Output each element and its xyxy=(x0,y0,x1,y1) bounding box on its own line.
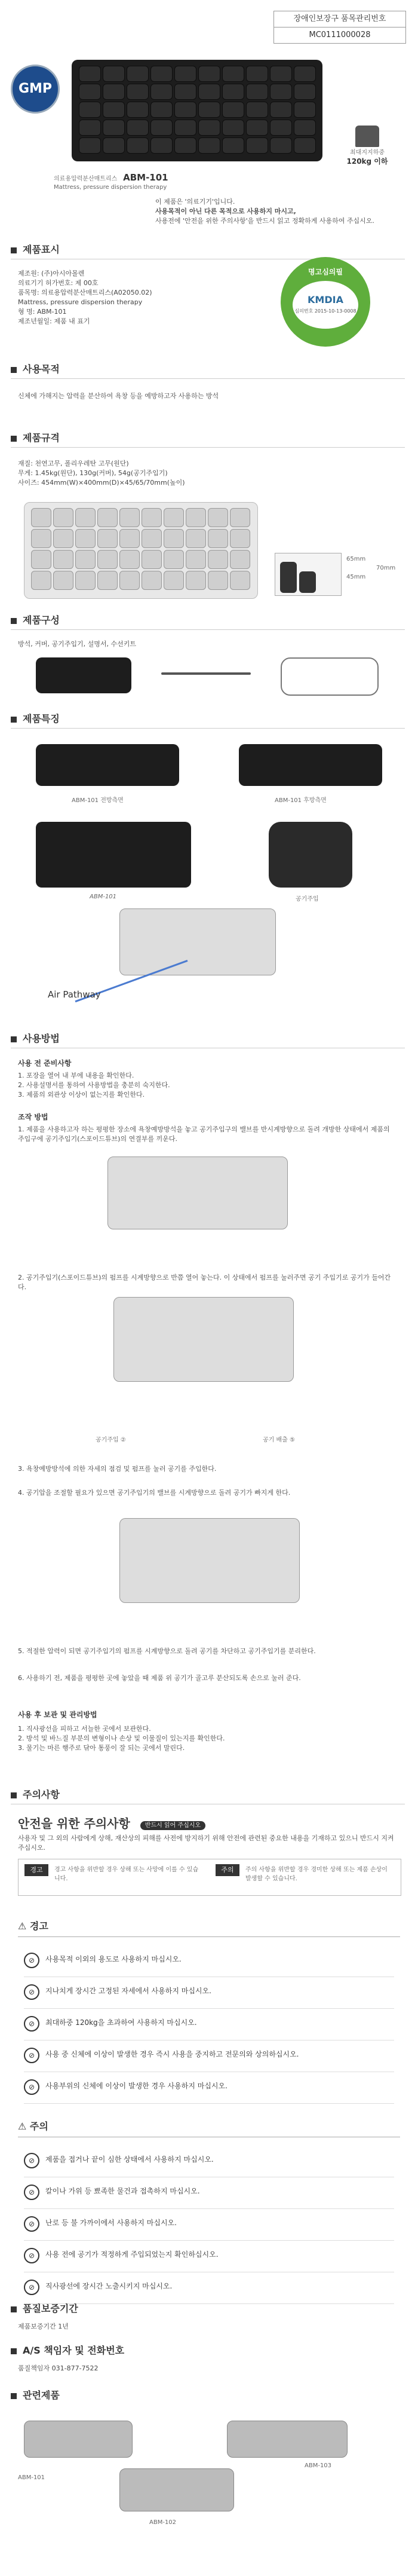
as-text: 품질책임자 031-877-7522 xyxy=(18,2364,99,2372)
usage-prep-heading: 사용 전 준비사항 xyxy=(18,1059,72,1067)
caution-main-title: 안전을 위한 주의사항 반드시 읽어 주십시오 xyxy=(18,1814,205,1831)
air-cell xyxy=(103,66,125,82)
caution-item: ⊘ 제품을 접거나 끝이 심한 상태에서 사용하지 마십시오. xyxy=(24,2146,394,2177)
warranty-text: 제품보증기간 1년 xyxy=(18,2323,69,2330)
air-cell xyxy=(75,550,96,569)
feature-caption-main: ABM-101 xyxy=(90,894,117,900)
air-cell xyxy=(198,120,220,136)
air-cell xyxy=(270,66,292,82)
air-cell xyxy=(31,550,51,569)
hero-notes xyxy=(155,197,406,226)
air-cell xyxy=(127,102,149,118)
dim-70: 70mm xyxy=(376,565,396,571)
air-cell xyxy=(150,84,173,100)
text-row: 품목명: 의료용압력분산매트리스(A02050.02) xyxy=(18,289,152,296)
caution-item: ⊘ 직사광선에 장시간 노출시키지 마십시오. xyxy=(24,2272,394,2304)
composition-cushion-image xyxy=(36,657,131,693)
air-cell xyxy=(127,84,149,100)
section-purpose-title: 사용목적 xyxy=(11,362,60,375)
related-product-102-image xyxy=(119,2468,234,2511)
load-value: 120kg 이하 xyxy=(346,157,388,166)
air-cell xyxy=(53,508,73,527)
usage-step-4: 4. 공기압을 조절할 필요가 있으면 공기주입기의 밸브를 시계방향으로 돌려 공기가 빠지게 한다. xyxy=(18,1489,291,1497)
section-composition-title: 제품구성 xyxy=(11,613,60,626)
air-cell xyxy=(186,571,206,590)
caution-item: ⊘ 사용 전에 공기가 적정하게 주입되었는지 확인하십시오. xyxy=(24,2241,394,2272)
section-spec-title: 제품규격 xyxy=(11,430,60,444)
bullet-square-icon xyxy=(11,2348,17,2354)
badge-org: KMDIA xyxy=(308,294,343,305)
text-row: 재질: 천연고무, 폴리우레탄 고무(원단) xyxy=(18,460,129,467)
header-title: 장애인보장구 품목관리번호 xyxy=(274,11,405,27)
weight-icon xyxy=(355,126,379,147)
air-cell xyxy=(127,120,149,136)
hero-cushion-cells xyxy=(78,65,316,154)
usage-op-heading: 조작 방법 xyxy=(18,1113,48,1121)
air-cell xyxy=(208,529,228,548)
air-cell xyxy=(53,529,73,548)
air-cell xyxy=(246,66,268,82)
bullet-square-icon xyxy=(11,436,17,442)
air-cell xyxy=(246,102,268,118)
warn-list xyxy=(24,1945,394,2104)
spec-rows xyxy=(18,459,376,488)
prohibit-icon: ⊘ xyxy=(24,2185,39,2200)
air-cell xyxy=(208,571,228,590)
caution-item: ⊘ 사용 중 신체에 이상이 발생한 경우 즉시 사용을 중지하고 전문의와 상의하십시오. xyxy=(24,2040,394,2072)
caution-item: ⊘ 지나치게 장시간 고정된 자세에서 사용하지 마십시오. xyxy=(24,1977,394,2009)
bullet-square-icon xyxy=(11,618,17,624)
air-cell xyxy=(164,550,184,569)
prohibit-icon: ⊘ xyxy=(24,2248,39,2263)
air-cell xyxy=(103,120,125,136)
air-cell xyxy=(119,529,140,548)
air-cell xyxy=(208,550,228,569)
air-pathway-label: Air Pathway xyxy=(48,989,101,1000)
caution-tag: 반드시 읽어 주십시오 xyxy=(140,1821,205,1830)
air-cell xyxy=(103,84,125,100)
caution-intro: 사용자 및 그 외의 사람에게 상해, 재산상의 피해를 사전에 방지하기 위해 안전에 관련된 중요한 내용을 기재하고 있으니 반드시 지켜 주십시오. xyxy=(18,1834,394,1852)
air-cell xyxy=(119,571,140,590)
caution-item: ⊘ 난로 등 불 가까이에서 사용하지 마십시오. xyxy=(24,2209,394,2241)
bullet-square-icon xyxy=(11,1036,17,1042)
usage-prep-rows xyxy=(18,1071,388,1100)
air-cell xyxy=(164,571,184,590)
related-label-101: ABM-101 xyxy=(18,2474,45,2481)
caution-item: ⊘ 사용목적 이외의 용도로 사용하지 마십시오. xyxy=(24,1945,394,1977)
air-cell xyxy=(174,120,196,136)
air-cell xyxy=(53,550,73,569)
usage-step-2: 2. 공기주입기(스포이드튜브)의 펌프를 시계방향으로 반쯤 열어 놓는다. 이 상태에서 펌프를 눌러주면 공기 주입기로 공기가 들어간다. xyxy=(18,1274,391,1291)
legend-warn-desc: 경고 사항을 위반할 경우 상해 또는 사망에 이를 수 있습니다. xyxy=(54,1867,199,1882)
text-row: 제조년월일: 제품 내 표기 xyxy=(18,317,90,325)
text-row: 1. 포장을 열어 내 부에 내용을 확인한다. xyxy=(18,1072,134,1079)
spec-cushion-cells xyxy=(30,507,251,591)
air-cell xyxy=(97,571,118,590)
usage-step-6: 6. 사용하기 전, 제품을 평평한 곳에 놓았을 때 제품 위 공기가 골고루 분산되도록 손으로 눌러 준다. xyxy=(18,1674,301,1682)
feature-front-image xyxy=(36,744,179,786)
air-cell xyxy=(222,66,244,82)
feature-caption-back: ABM-101 후방측면 xyxy=(275,797,327,804)
composition-text: 방석, 커버, 공기주입기, 설명서, 수선키트 xyxy=(18,640,136,648)
usage-step-3: 3. 욕창예방방석에 의한 자세의 점검 및 펌프를 눌러 공기를 주입한다. xyxy=(18,1465,217,1473)
caution-legend-box xyxy=(18,1859,401,1896)
air-cell xyxy=(186,550,206,569)
air-cell xyxy=(222,137,244,154)
air-cell xyxy=(230,508,250,527)
header-code: MC0111000028 xyxy=(309,30,371,39)
air-cell xyxy=(103,102,125,118)
dim-45: 45mm xyxy=(346,574,366,580)
section-features-title: 제품특징 xyxy=(11,711,60,725)
air-cell xyxy=(142,571,162,590)
air-cell xyxy=(75,571,96,590)
side-view-diagram xyxy=(275,553,342,596)
prohibit-icon: ⊘ xyxy=(24,2079,39,2095)
air-cell xyxy=(294,137,316,154)
air-cell xyxy=(150,66,173,82)
air-cell xyxy=(79,84,101,100)
section-usage-title: 사용방법 xyxy=(11,1031,60,1045)
air-cell xyxy=(79,66,101,82)
bullet-square-icon xyxy=(11,1792,17,1798)
bullet-square-icon xyxy=(11,717,17,723)
max-load-block xyxy=(340,126,394,166)
air-cell xyxy=(97,508,118,527)
usage-step-5: 5. 적절한 압력이 되면 공기주입기의 펌프를 시계방향으로 돌려 공기를 차단하고 공기주입기를 분리한다. xyxy=(18,1647,316,1655)
air-valve-image xyxy=(269,822,352,888)
related-label-103: ABM-103 xyxy=(305,2462,332,2469)
section-warranty-title: 품질보증기간 xyxy=(11,2301,78,2315)
warn-heading: ⚠ 경고 xyxy=(18,1920,48,1932)
text-row: 2. 사용설명서를 통하여 사용방법을 충분히 숙지한다. xyxy=(18,1081,170,1089)
air-cell xyxy=(75,508,96,527)
hero-note-1: 이 제품은 '의료기기'입니다. xyxy=(155,198,235,206)
usage-step-1: 1. 제품을 사용하고자 하는 평평한 장소에 욕창예방방석을 놓고 공기주입구의 밸브를 반시계방향으로 돌려 개방한 상태에서 제품의 주입구에 공기주입기(스포이드튜브)의 연결부를 끼운다. xyxy=(18,1125,390,1143)
air-cell xyxy=(186,508,206,527)
header-box xyxy=(273,11,406,44)
air-cell xyxy=(150,137,173,154)
air-cell xyxy=(75,529,96,548)
air-cell xyxy=(294,66,316,82)
prohibit-icon: ⊘ xyxy=(24,2280,39,2295)
legend-warn-label: 경고 xyxy=(24,1864,48,1876)
air-cell xyxy=(208,508,228,527)
cover-image xyxy=(281,657,379,696)
air-cell xyxy=(186,529,206,548)
section-label-title: 제품표시 xyxy=(11,242,60,256)
caution-item: ⊘ 칼이나 가위 등 뾰족한 물건과 접촉하지 마십시오. xyxy=(24,2177,394,2209)
bullet-square-icon xyxy=(11,247,17,253)
air-cell xyxy=(174,84,196,100)
air-cell xyxy=(97,529,118,548)
prohibit-icon: ⊘ xyxy=(24,2216,39,2232)
air-cell xyxy=(31,571,51,590)
text-row: 의료기기 허가번호: 제 00호 xyxy=(18,279,99,287)
air-cell xyxy=(79,120,101,136)
hero-note-3: 사용전에 '안전을 위한 주의사항'을 반드시 읽고 정확하게 사용하여 주십시오. xyxy=(155,217,374,225)
gmp-text: GMP xyxy=(18,81,53,96)
air-cell xyxy=(294,120,316,136)
air-cell xyxy=(164,508,184,527)
air-cell xyxy=(31,529,51,548)
step2-diagram xyxy=(72,1297,334,1417)
purpose-text: 신체에 가해지는 압력을 분산하여 욕창 등을 예방하고자 사용하는 방석 xyxy=(18,392,219,400)
prohibit-icon: ⊘ xyxy=(24,2016,39,2032)
bullet-square-icon xyxy=(11,367,17,373)
air-cell xyxy=(31,508,51,527)
air-cell xyxy=(222,102,244,118)
text-row: 형 명: ABM-101 xyxy=(18,308,67,316)
air-cell xyxy=(174,66,196,82)
step4-diagram xyxy=(84,1518,334,1626)
air-cell xyxy=(270,84,292,100)
air-cell xyxy=(230,571,250,590)
prohibit-icon: ⊘ xyxy=(24,1984,39,2000)
air-cell xyxy=(270,137,292,154)
caution-item: ⊘ 최대하중 120kg을 초과하여 사용하지 마십시오. xyxy=(24,2009,394,2040)
hero-model-line xyxy=(54,172,168,183)
air-cell xyxy=(79,137,101,154)
air-pump-image xyxy=(161,672,251,675)
warning-triangle-icon: ⚠ xyxy=(18,1920,27,1932)
text-row: 2. 방석 및 바느질 부분의 변형이나 손상 및 이물질이 있는지를 확인한다. xyxy=(18,1734,225,1742)
air-cell xyxy=(164,529,184,548)
air-cell xyxy=(246,120,268,136)
legend-caution-desc: 주의 사항을 위반할 경우 경미한 상해 또는 제품 손상이 발생할 수 있습니다. xyxy=(245,1867,388,1882)
caution-triangle-icon: ⚠ xyxy=(18,2121,27,2132)
section-related-title: 관련제품 xyxy=(11,2388,60,2401)
air-cell xyxy=(174,137,196,154)
air-cell xyxy=(150,102,173,118)
model-prefix: 의료용압력분산매트리스 xyxy=(54,176,118,182)
air-cell xyxy=(246,137,268,154)
air-cell xyxy=(198,84,220,100)
load-label: 최대지지하중 xyxy=(350,149,385,156)
air-cell xyxy=(103,137,125,154)
air-cell xyxy=(97,550,118,569)
badge-top: 명고심의필 xyxy=(308,268,343,276)
text-row: 3. 제품의 외관상 이상이 없는지를 확인한다. xyxy=(18,1091,145,1099)
air-cell xyxy=(142,508,162,527)
kmdia-badge xyxy=(281,257,370,347)
air-cell xyxy=(119,508,140,527)
feature-main-image xyxy=(36,822,191,888)
text-row: 무게: 1.45kg(원단), 130g(커버), 54g(공기주입기) xyxy=(18,469,168,477)
section-as-title: A/S 책임자 및 전화번호 xyxy=(11,2343,124,2357)
prohibit-icon: ⊘ xyxy=(24,2048,39,2063)
air-cell xyxy=(127,137,149,154)
air-cell xyxy=(270,120,292,136)
label-air-out: 공기 배출 ⑤ xyxy=(263,1437,295,1443)
model-name: ABM-101 xyxy=(123,172,168,183)
air-cell xyxy=(270,102,292,118)
legend-caution-label: 주의 xyxy=(216,1864,239,1876)
air-cell xyxy=(294,84,316,100)
hero-note-2: 사용목적이 아닌 다른 목적으로 사용하지 마시고, xyxy=(155,207,296,215)
air-cell xyxy=(150,120,173,136)
caution-item: ⊘ 사용부위의 신체에 이상이 발생한 경우 사용하지 마십시오. xyxy=(24,2072,394,2104)
usage-after-rows xyxy=(18,1724,394,1753)
air-cell xyxy=(222,84,244,100)
air-cell xyxy=(127,66,149,82)
air-cell xyxy=(198,137,220,154)
air-cell xyxy=(53,571,73,590)
feature-caption-front: ABM-101 전방측면 xyxy=(72,797,124,804)
bullet-square-icon xyxy=(11,2393,17,2399)
air-cell xyxy=(198,102,220,118)
feature-caption-air: 공기주입 xyxy=(296,896,319,902)
section-caution-title: 주의사항 xyxy=(11,1787,60,1801)
air-cell xyxy=(230,529,250,548)
label-rows xyxy=(18,269,245,326)
caution-list xyxy=(24,2146,394,2304)
air-cell xyxy=(79,102,101,118)
air-cell xyxy=(174,102,196,118)
badge-num: 심의번호 2015-10-13-0008 xyxy=(294,308,356,314)
usage-after-heading: 사용 후 보관 및 관리방법 xyxy=(18,1711,97,1719)
gmp-logo xyxy=(11,65,60,114)
text-row: 3. 물기는 마른 행주로 닦아 통풍이 잘 되는 곳에서 말린다. xyxy=(18,1744,185,1752)
text-row: 사이즈: 454mm(W)×400mm(D)×45/65/70mm(높이) xyxy=(18,479,185,487)
air-cell xyxy=(222,120,244,136)
label-air-in: 공기주입 ② xyxy=(96,1437,126,1443)
related-product-101-image xyxy=(24,2421,133,2458)
feature-back-image xyxy=(239,744,382,786)
air-cell xyxy=(142,550,162,569)
text-row: 제조원: (주)아시아몰렌 xyxy=(18,270,85,277)
prohibit-icon: ⊘ xyxy=(24,1953,39,1968)
related-label-102: ABM-102 xyxy=(149,2519,177,2526)
dim-65: 65mm xyxy=(346,556,366,562)
step1-diagram xyxy=(72,1157,322,1252)
bullet-square-icon xyxy=(11,2306,17,2312)
text-row: Mattress, pressure dispersion therapy xyxy=(18,298,143,306)
air-cell xyxy=(230,550,250,569)
air-cell xyxy=(294,102,316,118)
air-cell xyxy=(142,529,162,548)
caution-heading: ⚠ 주의 xyxy=(18,2121,48,2132)
model-en: Mattress, pressure dispersion therapy xyxy=(54,184,167,191)
prohibit-icon: ⊘ xyxy=(24,2153,39,2168)
related-product-103-image xyxy=(227,2421,348,2458)
text-row: 1. 직사광선을 피하고 서늘한 곳에서 보관한다. xyxy=(18,1725,151,1733)
badge-inner xyxy=(293,281,358,329)
air-cell xyxy=(198,66,220,82)
air-cell xyxy=(246,84,268,100)
air-cell xyxy=(119,550,140,569)
